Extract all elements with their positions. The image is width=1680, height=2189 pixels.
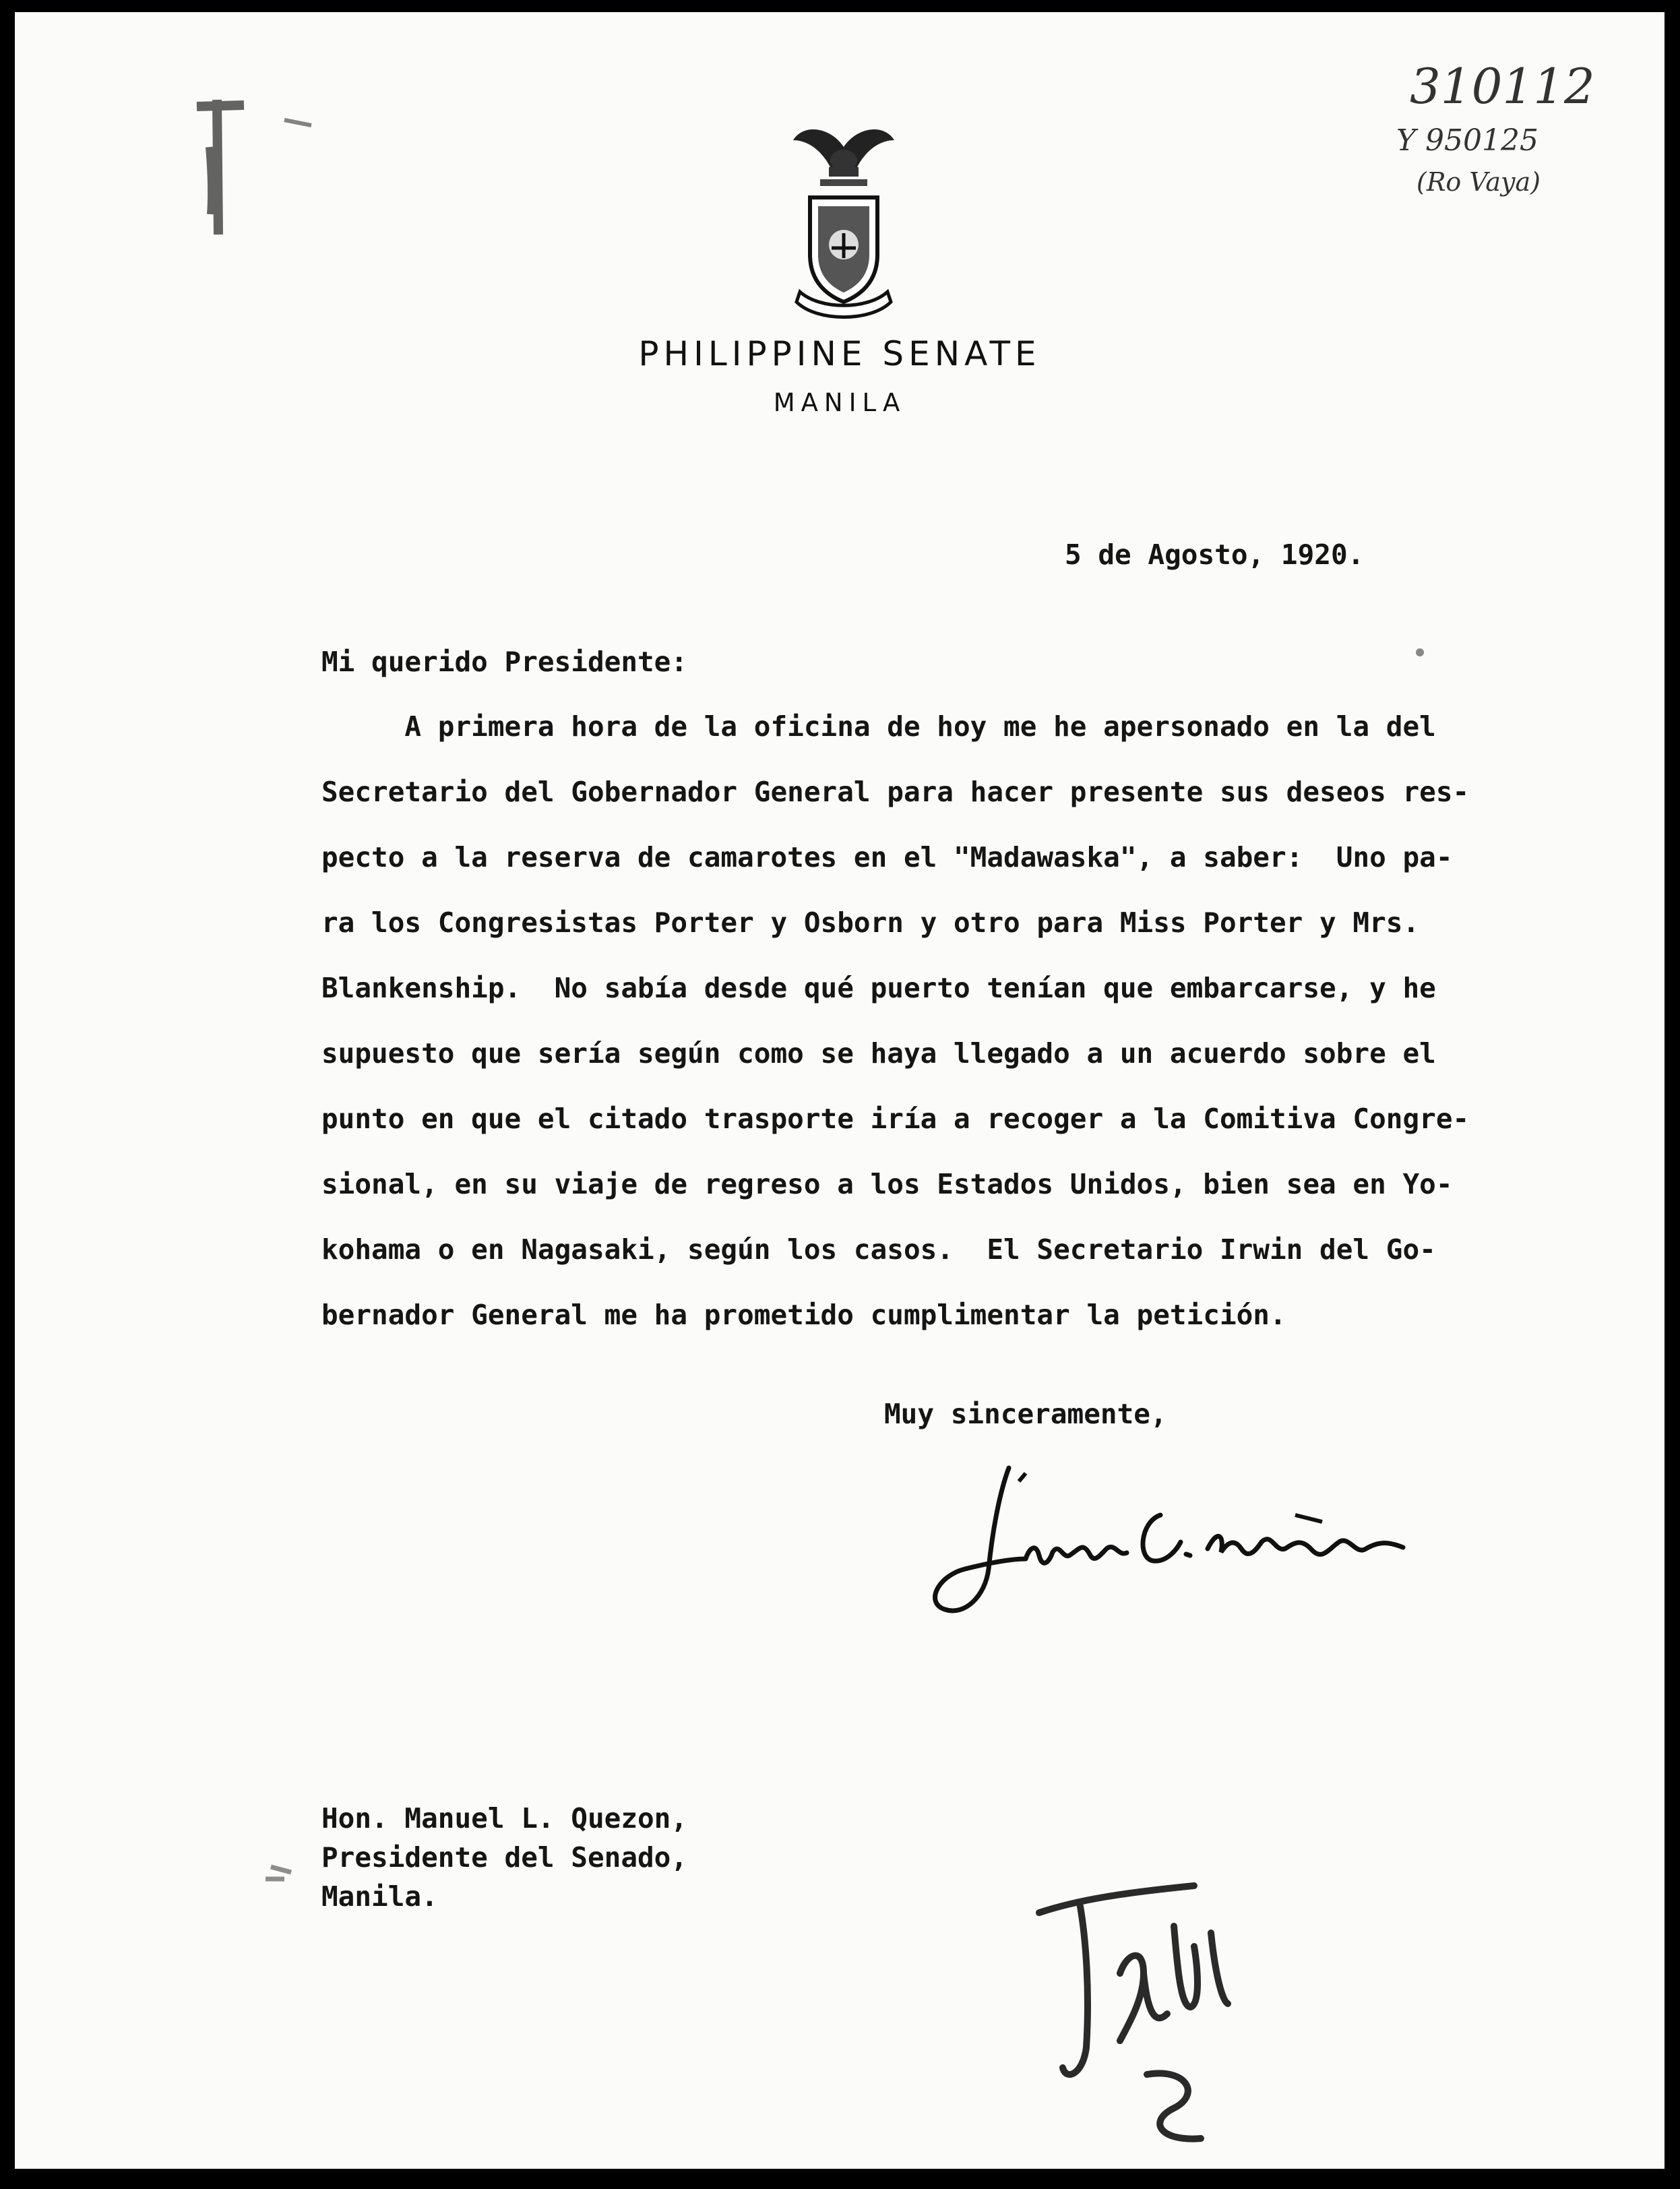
body-line: bernador General me ha prometido cumplimentar la petición.: [321, 1299, 1286, 1331]
signature: [918, 1441, 1470, 1643]
closing: Muy sinceramente,: [884, 1398, 1167, 1430]
recipient-line: Presidente del Senado,: [321, 1841, 688, 1874]
body-line: A primera hora de la oficina de hoy me he apersonado en la del: [321, 710, 1436, 743]
archive-note-line: 310112: [1410, 58, 1595, 115]
letterhead-title: PHILIPPINE SENATE: [638, 334, 1041, 373]
letterhead-city: MANILA: [773, 388, 906, 417]
archive-note-line: Y 950125: [1396, 123, 1538, 158]
body-line: Blankenship. No sabía desde qué puerto tenían que embarcarse, y he: [321, 972, 1436, 1004]
letter-sheet: [15, 12, 1665, 2169]
body-line: supuesto que sería según como se haya llegado a un acuerdo sobre el: [321, 1037, 1436, 1070]
body-line: sional, en su viaje de regreso a los Estados Unidos, bien sea en Yo-: [321, 1168, 1453, 1200]
body-line: punto en que el citado trasporte iría a recoger a la Comitiva Congre-: [321, 1103, 1470, 1135]
body-line: ra los Congresistas Porter y Osborn y otro para Miss Porter y Mrs.: [321, 906, 1420, 939]
recipient-line: Manila.: [321, 1880, 438, 1913]
senate-seal-icon: [790, 120, 898, 329]
body-line: pecto a la reserva de camarotes en el "Madawaska", a saber: Uno pa-: [321, 841, 1453, 873]
body-line: kohama o en Nagasaki, según los casos. El Secretario Irwin del Go-: [321, 1233, 1436, 1266]
archive-note-line: (Ro Vaya): [1417, 167, 1541, 197]
recipient-line: Hon. Manuel L. Quezon,: [321, 1802, 688, 1835]
letter-date: 5 de Agosto, 1920.: [1065, 538, 1365, 571]
salutation: Mi querido Presidente:: [321, 646, 688, 678]
body-line: Secretario del Gobernador General para hacer presente sus deseos res-: [321, 776, 1470, 808]
archive-handwritten-note: [1383, 49, 1639, 211]
handwritten-initials: [1026, 1872, 1268, 2155]
